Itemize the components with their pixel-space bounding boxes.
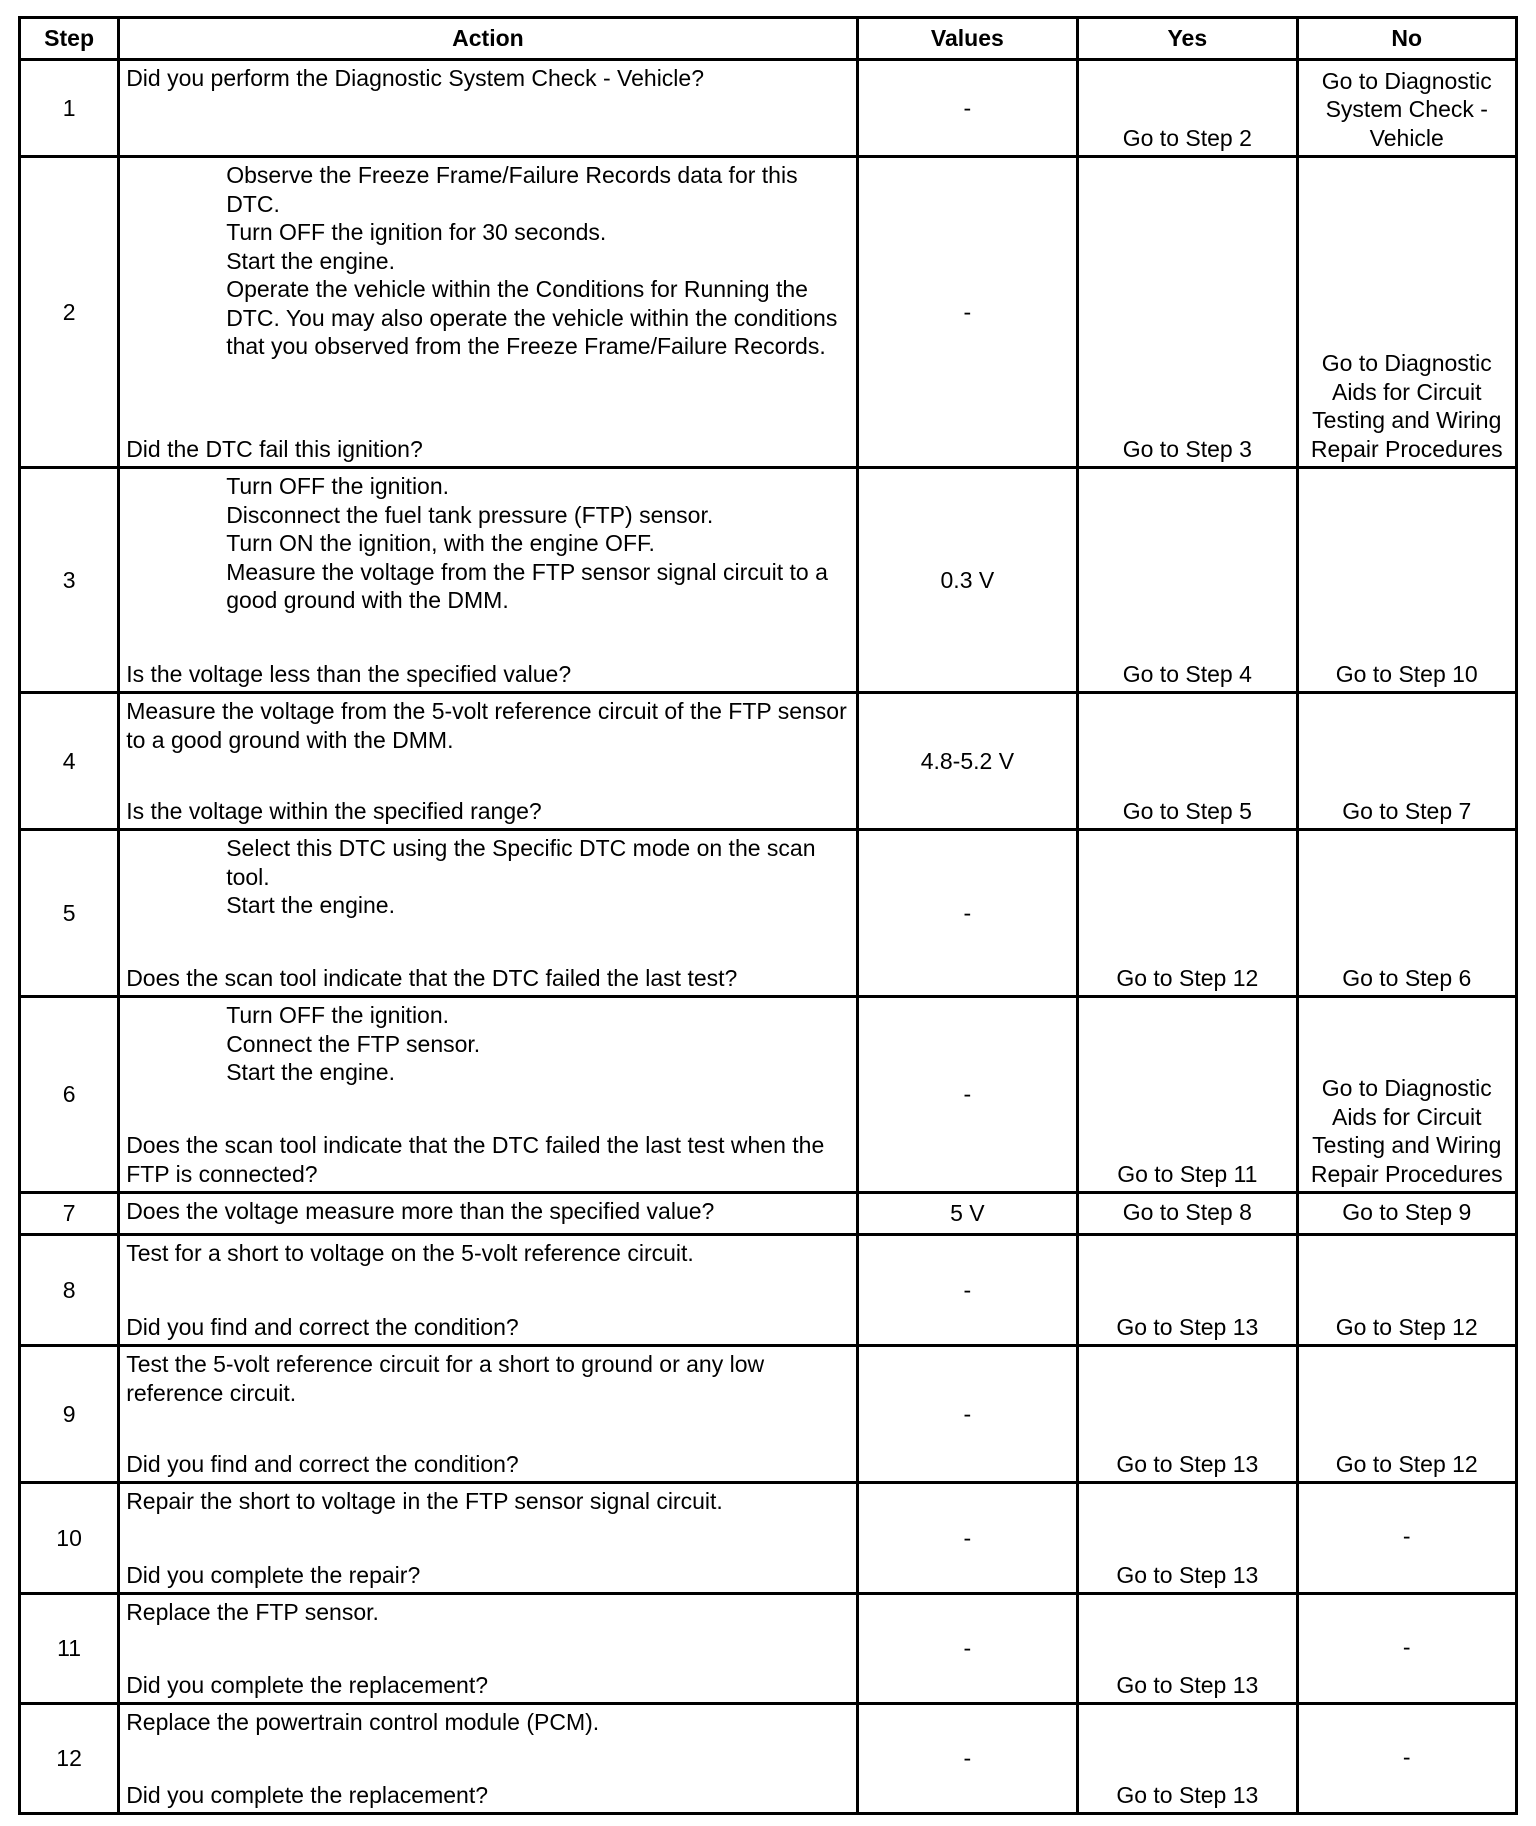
action-spacer: [126, 1627, 847, 1671]
step-number: 12: [20, 1704, 119, 1814]
table-body: [20, 60, 1517, 1814]
step-number: 3: [20, 468, 119, 693]
yes-cell: Go to Step 8: [1078, 1193, 1297, 1235]
action-text: Test the 5-volt reference circuit for a short to ground or any low reference circuit.: [126, 1351, 765, 1406]
action-text: Measure the voltage from the 5-volt reference circuit of the FTP sensor to a good ground with the DMM.: [126, 698, 847, 753]
no-cell: -: [1297, 1704, 1516, 1814]
table-row: [20, 693, 1517, 830]
action-cell: [119, 1235, 857, 1346]
action-spacer: [126, 1087, 847, 1132]
action-question: Does the scan tool indicate that the DTC failed the last test when the FTP is connected?: [126, 1132, 825, 1187]
instruction-list: [126, 472, 847, 615]
no-cell: Go to Diagnostic Aids for Circuit Testing and Wiring Repair Procedures: [1297, 997, 1516, 1193]
yes-cell: Go to Step 13: [1078, 1483, 1297, 1594]
value-cell: -: [857, 997, 1077, 1193]
header-values: Values: [857, 18, 1077, 60]
action-content: [120, 831, 855, 995]
action-question: Is the voltage within the specified range?: [126, 797, 542, 824]
instruction-item: Turn ON the ignition, with the engine OFF.: [226, 530, 655, 556]
instruction-list: [126, 834, 847, 920]
instruction-item: Observe the Freeze Frame/Failure Records data for this DTC.: [226, 162, 798, 217]
action-cell: [119, 1483, 857, 1594]
action-spacer: [126, 1737, 847, 1781]
action-cell: [119, 1594, 857, 1704]
action-cell: [119, 997, 857, 1193]
step-number: 11: [20, 1594, 119, 1704]
value-cell: -: [857, 1483, 1077, 1594]
action-content: [120, 694, 855, 828]
value-cell: -: [857, 1235, 1077, 1346]
action-spacer: [126, 754, 847, 797]
value-cell: -: [857, 1594, 1077, 1704]
action-content: [120, 998, 855, 1191]
step-number: 10: [20, 1483, 119, 1594]
action-content: [120, 1484, 855, 1592]
instruction-item: Connect the FTP sensor.: [226, 1030, 481, 1057]
yes-cell: Go to Step 5: [1078, 693, 1297, 830]
yes-cell: Go to Step 13: [1078, 1235, 1297, 1346]
value-cell: 0.3 V: [857, 468, 1077, 693]
action-cell: [119, 1704, 857, 1814]
yes-cell: Go to Step 11: [1078, 997, 1297, 1193]
value-cell: 5 V: [857, 1193, 1077, 1235]
action-question: Did you complete the replacement?: [126, 1781, 488, 1808]
step-number: 9: [20, 1346, 119, 1483]
instruction-item: Turn OFF the ignition for 30 seconds.: [226, 219, 607, 245]
table-row: [20, 1235, 1517, 1346]
no-cell: Go to Step 12: [1297, 1346, 1516, 1483]
action-question: Did you find and correct the condition?: [126, 1313, 519, 1340]
action-content: [120, 1347, 855, 1481]
header-no: No: [1297, 18, 1516, 60]
header-step: Step: [20, 18, 119, 60]
step-number: 1: [20, 60, 119, 157]
value-cell: -: [857, 1346, 1077, 1483]
action-text: Repair the short to voltage in the FTP sensor signal circuit.: [126, 1488, 723, 1514]
yes-cell: Go to Step 3: [1078, 157, 1297, 468]
header-yes: Yes: [1078, 18, 1297, 60]
no-cell: -: [1297, 1594, 1516, 1704]
action-question: Is the voltage less than the specified value?: [126, 660, 572, 687]
action-content: [120, 1705, 855, 1812]
action-content: [120, 469, 855, 691]
action-spacer: [126, 1516, 847, 1561]
yes-cell: Go to Step 13: [1078, 1346, 1297, 1483]
table-row: [20, 468, 1517, 693]
action-spacer: [126, 1268, 847, 1313]
table-row: [20, 1704, 1517, 1814]
instruction-item: Start the engine.: [226, 892, 395, 918]
instruction-item: Select this DTC using the Specific DTC mode on the scan tool.: [226, 835, 816, 890]
no-cell: Go to Step 9: [1297, 1193, 1516, 1235]
action-content: [120, 61, 855, 155]
action-text: Test for a short to voltage on the 5-volt reference circuit.: [126, 1240, 694, 1266]
table-row: [20, 60, 1517, 157]
header-action: Action: [119, 18, 857, 60]
table-row: [20, 1483, 1517, 1594]
step-number: 6: [20, 997, 119, 1193]
instruction-item: Measure the voltage from the FTP sensor signal circuit to a good ground with the DMM.: [226, 558, 828, 613]
no-cell: Go to Step 12: [1297, 1235, 1516, 1346]
table-row: [20, 997, 1517, 1193]
header-row: [20, 18, 1517, 60]
step-number: 2: [20, 157, 119, 468]
action-text: Replace the powertrain control module (PCM).: [126, 1709, 600, 1735]
instruction-item: Turn OFF the ignition.: [226, 1002, 450, 1028]
instruction-item: Disconnect the fuel tank pressure (FTP) sensor.: [226, 501, 714, 528]
action-question: Did you complete the replacement?: [126, 1671, 488, 1698]
yes-cell: Go to Step 4: [1078, 468, 1297, 693]
table-row: [20, 1193, 1517, 1235]
action-question: Did you perform the Diagnostic System Check - Vehicle?: [126, 65, 704, 91]
yes-cell: Go to Step 13: [1078, 1594, 1297, 1704]
no-cell: Go to Diagnostic Aids for Circuit Testing and Wiring Repair Procedures: [1297, 157, 1516, 468]
step-number: 5: [20, 830, 119, 997]
value-cell: -: [857, 60, 1077, 157]
no-cell: Go to Step 10: [1297, 468, 1516, 693]
yes-cell: Go to Step 13: [1078, 1704, 1297, 1814]
action-content: [120, 1236, 855, 1344]
action-spacer: [126, 615, 847, 660]
step-number: 7: [20, 1193, 119, 1235]
diagnostic-table: [18, 16, 1518, 1815]
instruction-item: Operate the vehicle within the Conditions for Running the DTC. You may also operate the vehicle within the conditions that you observed from the Freeze Frame/Failure Records.: [226, 276, 838, 359]
no-cell: Go to Step 6: [1297, 830, 1516, 997]
action-question: Did the DTC fail this ignition?: [126, 435, 423, 462]
instruction-item: Start the engine.: [226, 247, 395, 274]
value-cell: -: [857, 1704, 1077, 1814]
action-cell: [119, 830, 857, 997]
value-cell: -: [857, 830, 1077, 997]
action-question: Does the voltage measure more than the specified value?: [126, 1198, 715, 1224]
action-question: Did you find and correct the condition?: [126, 1450, 519, 1477]
action-question: Does the scan tool indicate that the DTC failed the last test?: [126, 964, 738, 991]
yes-cell: Go to Step 12: [1078, 830, 1297, 997]
action-content: [120, 1595, 855, 1702]
action-spacer: [126, 920, 847, 964]
table-row: [20, 1594, 1517, 1704]
action-cell: [119, 1193, 857, 1235]
instruction-list: [126, 1001, 847, 1087]
action-spacer: [126, 361, 847, 435]
table-row: [20, 1346, 1517, 1483]
action-cell: [119, 60, 857, 157]
action-content: [120, 1194, 855, 1233]
step-number: 8: [20, 1235, 119, 1346]
no-cell: Go to Diagnostic System Check - Vehicle: [1297, 60, 1516, 157]
action-cell: [119, 1346, 857, 1483]
step-number: 4: [20, 693, 119, 830]
action-spacer: [126, 1407, 847, 1450]
action-cell: [119, 693, 857, 830]
value-cell: -: [857, 157, 1077, 468]
table-row: [20, 830, 1517, 997]
no-cell: Go to Step 7: [1297, 693, 1516, 830]
table-row: [20, 157, 1517, 468]
action-content: [120, 158, 855, 466]
action-cell: [119, 157, 857, 468]
action-cell: [119, 468, 857, 693]
instruction-list: [126, 161, 847, 361]
instruction-item: Turn OFF the ignition.: [226, 473, 450, 499]
no-cell: -: [1297, 1483, 1516, 1594]
value-cell: 4.8-5.2 V: [857, 693, 1077, 830]
action-question: Did you complete the repair?: [126, 1561, 421, 1588]
instruction-item: Start the engine.: [226, 1059, 395, 1085]
yes-cell: Go to Step 2: [1078, 60, 1297, 157]
action-text: Replace the FTP sensor.: [126, 1599, 379, 1625]
